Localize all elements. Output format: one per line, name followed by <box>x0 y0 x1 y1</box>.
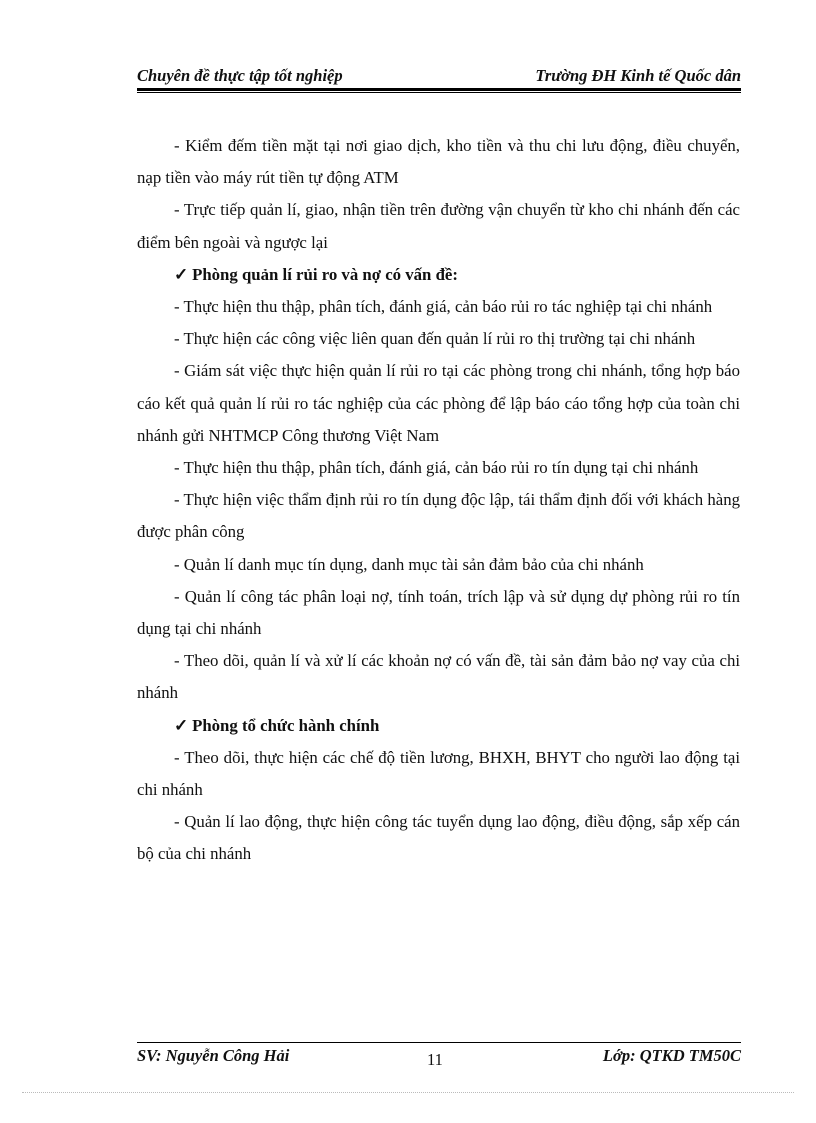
footer-class: Lớp: QTKD TM50C <box>602 1046 741 1065</box>
check-icon: ✓ <box>174 264 189 284</box>
section-heading <box>137 259 740 291</box>
page-footer <box>137 1046 741 1070</box>
paragraph: - Trực tiếp quản lí, giao, nhận tiền trên đường vận chuyển từ kho chi nhánh đến các điểm bên ngoài và ngược lại <box>137 200 740 252</box>
section-heading-text: Phòng quản lí rủi ro và nợ có vấn đề: <box>192 264 458 284</box>
paragraph: - Quản lí lao động, thực hiện công tác tuyển dụng lao động, điều động, sắp xếp cán bộ của chi nhánh <box>137 812 740 864</box>
page-header <box>137 66 741 88</box>
paragraph: - Thực hiện thu thập, phân tích, đánh giá, cản báo rủi ro tác nghiệp tại chi nhánh <box>174 297 713 317</box>
footer-student: SV: Nguyễn Công Hải <box>137 1046 290 1065</box>
page-number: 11 <box>427 1050 443 1069</box>
check-icon: ✓ <box>174 715 189 735</box>
section-heading <box>137 710 740 742</box>
paragraph: - Giám sát việc thực hiện quản lí rủi ro tại các phòng trong chi nhánh, tổng hợp báo cáo kết quả quản lí rủi ro tác nghiệp của các phòng để lập báo cáo tổng hợp của toàn chi nhánh gửi NHTMCP Công thương Việt Nam <box>137 361 740 445</box>
header-title: Chuyên đề thực tập tốt nghiệp <box>137 66 343 85</box>
page-bottom-dotted-line <box>22 1092 794 1093</box>
section-heading-text: Phòng tổ chức hành chính <box>192 715 380 735</box>
paragraph: - Theo dõi, thực hiện các chế độ tiền lương, BHXH, BHYT cho người lao động tại chi nhánh <box>137 747 740 800</box>
paragraph: - Thực hiện việc thẩm định rủi ro tín dụng độc lập, tái thẩm định đối với khách hàng được phân công <box>137 490 740 542</box>
header-rule-thick <box>137 88 741 91</box>
header-university: Trường ĐH Kinh tế Quốc dân <box>535 66 741 85</box>
footer-rule <box>137 1042 741 1043</box>
paragraph: - Quản lí công tác phân loại nợ, tính toán, trích lập và sử dụng dự phòng rủi ro tín dụng tại chi nhánh <box>137 586 740 639</box>
paragraph: - Quản lí danh mục tín dụng, danh mục tài sản đảm bảo của chi nhánh <box>174 554 644 574</box>
header-rule-thin <box>137 92 741 93</box>
paragraph: - Thực hiện thu thập, phân tích, đánh giá, cản báo rủi ro tín dụng tại chi nhánh <box>174 458 699 478</box>
paragraph: - Kiểm đếm tiền mặt tại nơi giao dịch, kho tiền và thu chi lưu động, điều chuyển, nạp tiền vào máy rút tiền tự động ATM <box>137 136 740 188</box>
page-body <box>137 130 740 871</box>
paragraph: - Thực hiện các công việc liên quan đến quản lí rủi ro thị trường tại chi nhánh <box>174 329 696 349</box>
paragraph: - Theo dõi, quản lí và xử lí các khoản nợ có vấn đề, tài sản đảm bảo nợ vay của chi nhánh <box>137 651 740 703</box>
